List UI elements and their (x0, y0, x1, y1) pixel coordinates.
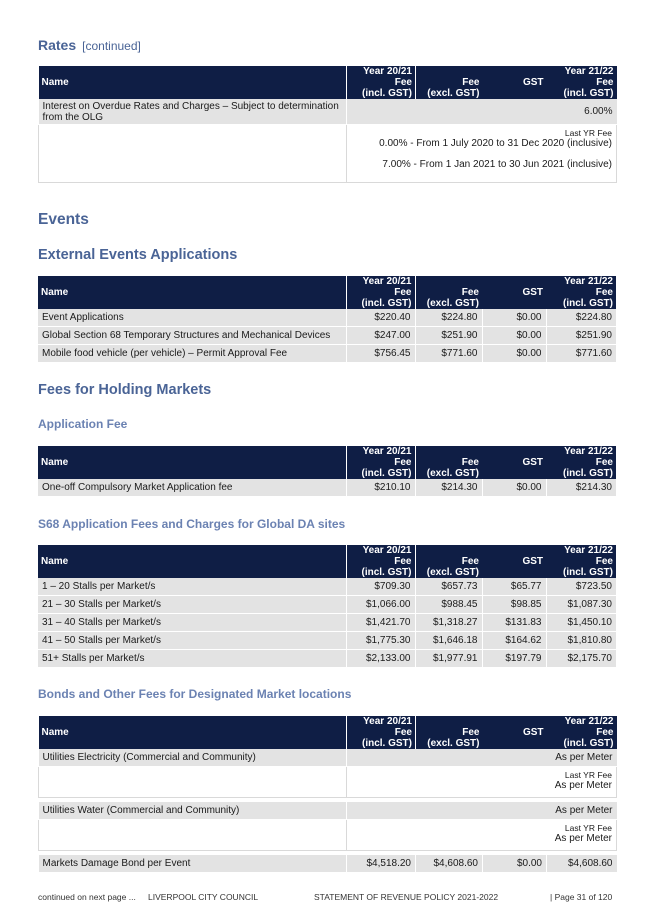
table-row (39, 99, 617, 125)
row-value: 6.00% (347, 99, 617, 125)
table-header (39, 66, 617, 99)
rates-continued: [continued] (82, 39, 141, 53)
markets-heading: Fees for Holding Markets (38, 382, 212, 398)
application-fee-table (38, 446, 616, 497)
table-header: Name Year 20/21 Fee (incl. GST) Fee (excl. GST) GST Year 21/22 Fee (incl. GST) (39, 716, 617, 749)
last-year-row: Last YR Fee As per Meter (39, 767, 617, 798)
table-row: 21 – 30 Stalls per Market/s $1,066.00 $988.45 $98.85 $1,087.30 (38, 596, 616, 614)
bonds-table (38, 716, 617, 873)
col-excl-fee: Fee (excl. GST) (416, 66, 483, 99)
events-heading: Events (38, 211, 89, 228)
footer-council: LIVERPOOL CITY COUNCIL (148, 892, 259, 902)
application-fee-heading: Application Fee (38, 417, 128, 431)
table-row: Event Applications $220.40 $224.80 $0.00 $224.80 (38, 309, 616, 327)
rates-title: Rates (38, 37, 77, 53)
events-table (38, 276, 616, 363)
col-prev-fee: Year 20/21 Fee (incl. GST) (347, 66, 416, 99)
table-row: Mobile food vehicle (per vehicle) – Permit Approval Fee $756.45 $771.60 $0.00 $771.60 (38, 345, 616, 363)
col-gst: GST (483, 66, 547, 99)
row-name: Interest on Overdue Rates and Charges – Subject to determination from the OLG (39, 99, 347, 125)
last-year-row: Last YR Fee As per Meter (39, 820, 617, 851)
table-row: Global Section 68 Temporary Structures and Mechanical Devices $247.00 $251.90 $0.00 $251.90 (38, 327, 616, 345)
table-row: Markets Damage Bond per Event $4,518.20 $4,608.60 $0.00 $4,608.60 (39, 855, 617, 873)
table-row: 51+ Stalls per Market/s $2,133.00 $1,977.91 $197.79 $2,175.70 (38, 650, 616, 668)
table-row: 31 – 40 Stalls per Market/s $1,421.70 $1,318.27 $131.83 $1,450.10 (38, 614, 616, 632)
col-name: Name (39, 66, 347, 99)
bonds-heading: Bonds and Other Fees for Designated Market locations (38, 687, 352, 701)
table-row: Utilities Water (Commercial and Community) As per Meter (39, 802, 617, 820)
external-events-heading: External Events Applications (38, 247, 238, 263)
footer-page: | Page 31 of 120 (550, 892, 613, 902)
table-row: 41 – 50 Stalls per Market/s $1,775.30 $1,646.18 $164.62 $1,810.80 (38, 632, 616, 650)
s68-heading: S68 Application Fees and Charges for Global DA sites (38, 517, 346, 531)
col-name: Name (38, 276, 346, 309)
table-header: Name Year 20/21 Fee (incl. GST) Fee (excl. GST) GST Year 21/22 Fee (incl. GST) (38, 446, 616, 479)
col-incl-fee: Year 21/22 Fee (incl. GST) (547, 66, 617, 99)
s68-table (38, 545, 616, 668)
footer-policy: STATEMENT OF REVENUE POLICY 2021-2022 (314, 892, 499, 902)
last-year-row (39, 125, 617, 183)
rates-table (38, 66, 617, 183)
table-row: Utilities Electricity (Commercial and Community) As per Meter (39, 749, 617, 767)
rates-heading (38, 37, 141, 53)
footer-continued: continued on next page ... (38, 892, 136, 902)
table-row: 1 – 20 Stalls per Market/s $709.30 $657.73 $65.77 $723.50 (38, 578, 616, 596)
last-year-note: Last YR Fee 0.00% - From 1 July 2020 to 31 Dec 2020 (inclusive) 7.00% - From 1 Jan 2021 to 30 Jun 2021 (inclusive) (347, 125, 617, 183)
table-row: One-off Compulsory Market Application fee $210.10 $214.30 $0.00 $214.30 (38, 479, 616, 497)
table-header: Name Year 20/21 Fee (incl. GST) Fee (excl. GST) GST Year 21/22 Fee (incl. GST) (38, 276, 616, 309)
table-header: Name Year 20/21 Fee (incl. GST) Fee (excl. GST) GST Year 21/22 Fee (incl. GST) (38, 545, 616, 578)
